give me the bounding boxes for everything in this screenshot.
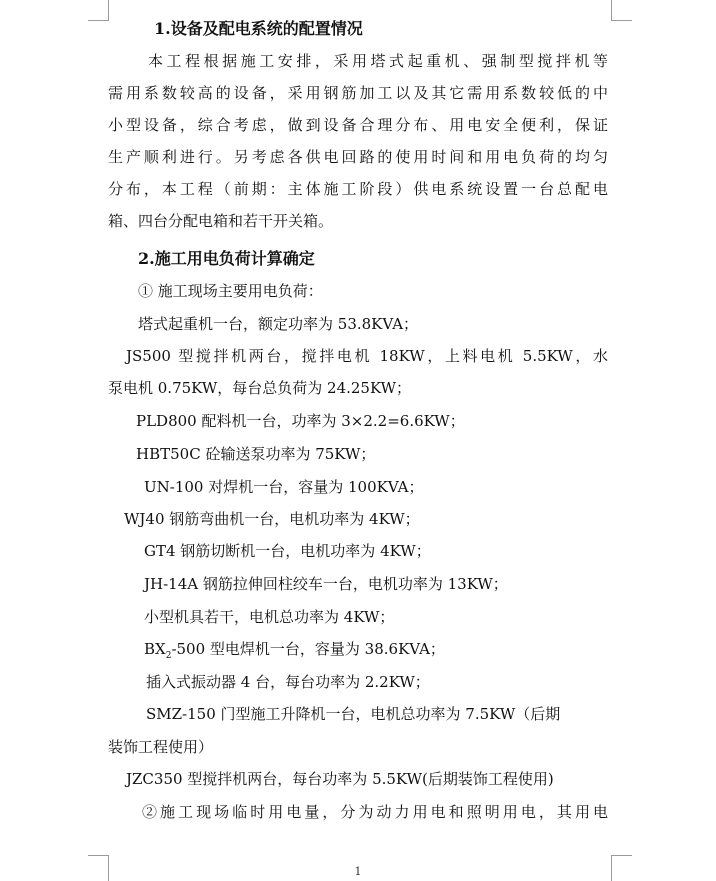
- paragraph-line: 小型设备，综合考虑，做到设备合理分布、用电安全便利，保证: [108, 116, 608, 134]
- sub-heading-2: ②施工现场临时用电量，分为动力用电和照明用电，其用电: [142, 803, 608, 821]
- load-item: WJ40 钢筋弯曲机一台，电机功率为 4KW；: [124, 510, 420, 528]
- load-item: JZC350 型搅拌机两台，每台功率为 5.5KW(后期装饰工程使用): [126, 770, 554, 788]
- welder-model-rest: -500 型电焊机一台，容量为 38.6KVA；: [171, 640, 445, 658]
- load-item: SMZ-150 门型施工升降机一台，电机总功率为 7.5KW（后期: [146, 705, 561, 723]
- paragraph-line: 分布，本工程（前期：主体施工阶段）供电系统设置一台总配电: [108, 180, 608, 198]
- load-item: 插入式振动器 4 台，每台功率为 2.2KW；: [146, 673, 430, 691]
- load-item: JS500 型搅拌机两台，搅拌电机 18KW，上料电机 5.5KW，水: [126, 347, 608, 365]
- paragraph-line: 需用系数较高的设备，采用钢筋加工以及其它需用系数较低的中: [108, 84, 608, 102]
- section-2-heading: 2.施工用电负荷计算确定: [138, 249, 315, 268]
- load-item: 装饰工程使用）: [108, 738, 214, 756]
- paragraph-line: 本工程根据施工安排，采用塔式起重机、强制型搅拌机等: [148, 52, 608, 70]
- paragraph-line: 生产顺利进行。另考虑各供电回路的使用时间和用电负荷的均匀: [108, 148, 608, 166]
- section-1-heading: 1.设备及配电系统的配置情况: [154, 19, 363, 38]
- load-item: GT4 钢筋切断机一台，电机功率为 4KW；: [144, 542, 431, 560]
- sub-heading-1: ① 施工现场主要用电负荷：: [138, 282, 323, 300]
- load-item: 塔式起重机一台，额定功率为 53.8KVA；: [138, 315, 419, 333]
- load-item: UN-100 对焊机一台，容量为 100KVA；: [144, 478, 424, 496]
- welder-model-subscript: 2: [165, 651, 172, 661]
- welder-model-prefix: BX: [144, 640, 166, 658]
- load-item: JH-14A 钢筋拉伸回柱绞车一台，电机功率为 13KW；: [144, 575, 508, 593]
- load-item: 小型机具若干，电机总功率为 4KW；: [144, 608, 395, 626]
- corner-mark-top-right: [611, 0, 632, 21]
- paragraph-line: 箱、四台分配电箱和若干开关箱。: [108, 212, 334, 230]
- load-item: PLD800 配料机一台，功率为 3×2.2=6.6KW；: [136, 412, 465, 430]
- load-item: HBT50C 砼输送泵功率为 75KW；: [136, 445, 376, 463]
- corner-mark-top-left: [88, 0, 109, 21]
- page-number: 1: [354, 865, 362, 878]
- load-item-welder: [144, 638, 445, 661]
- load-item: 泵电机 0.75KW，每台总负荷为 24.25KW；: [108, 379, 412, 397]
